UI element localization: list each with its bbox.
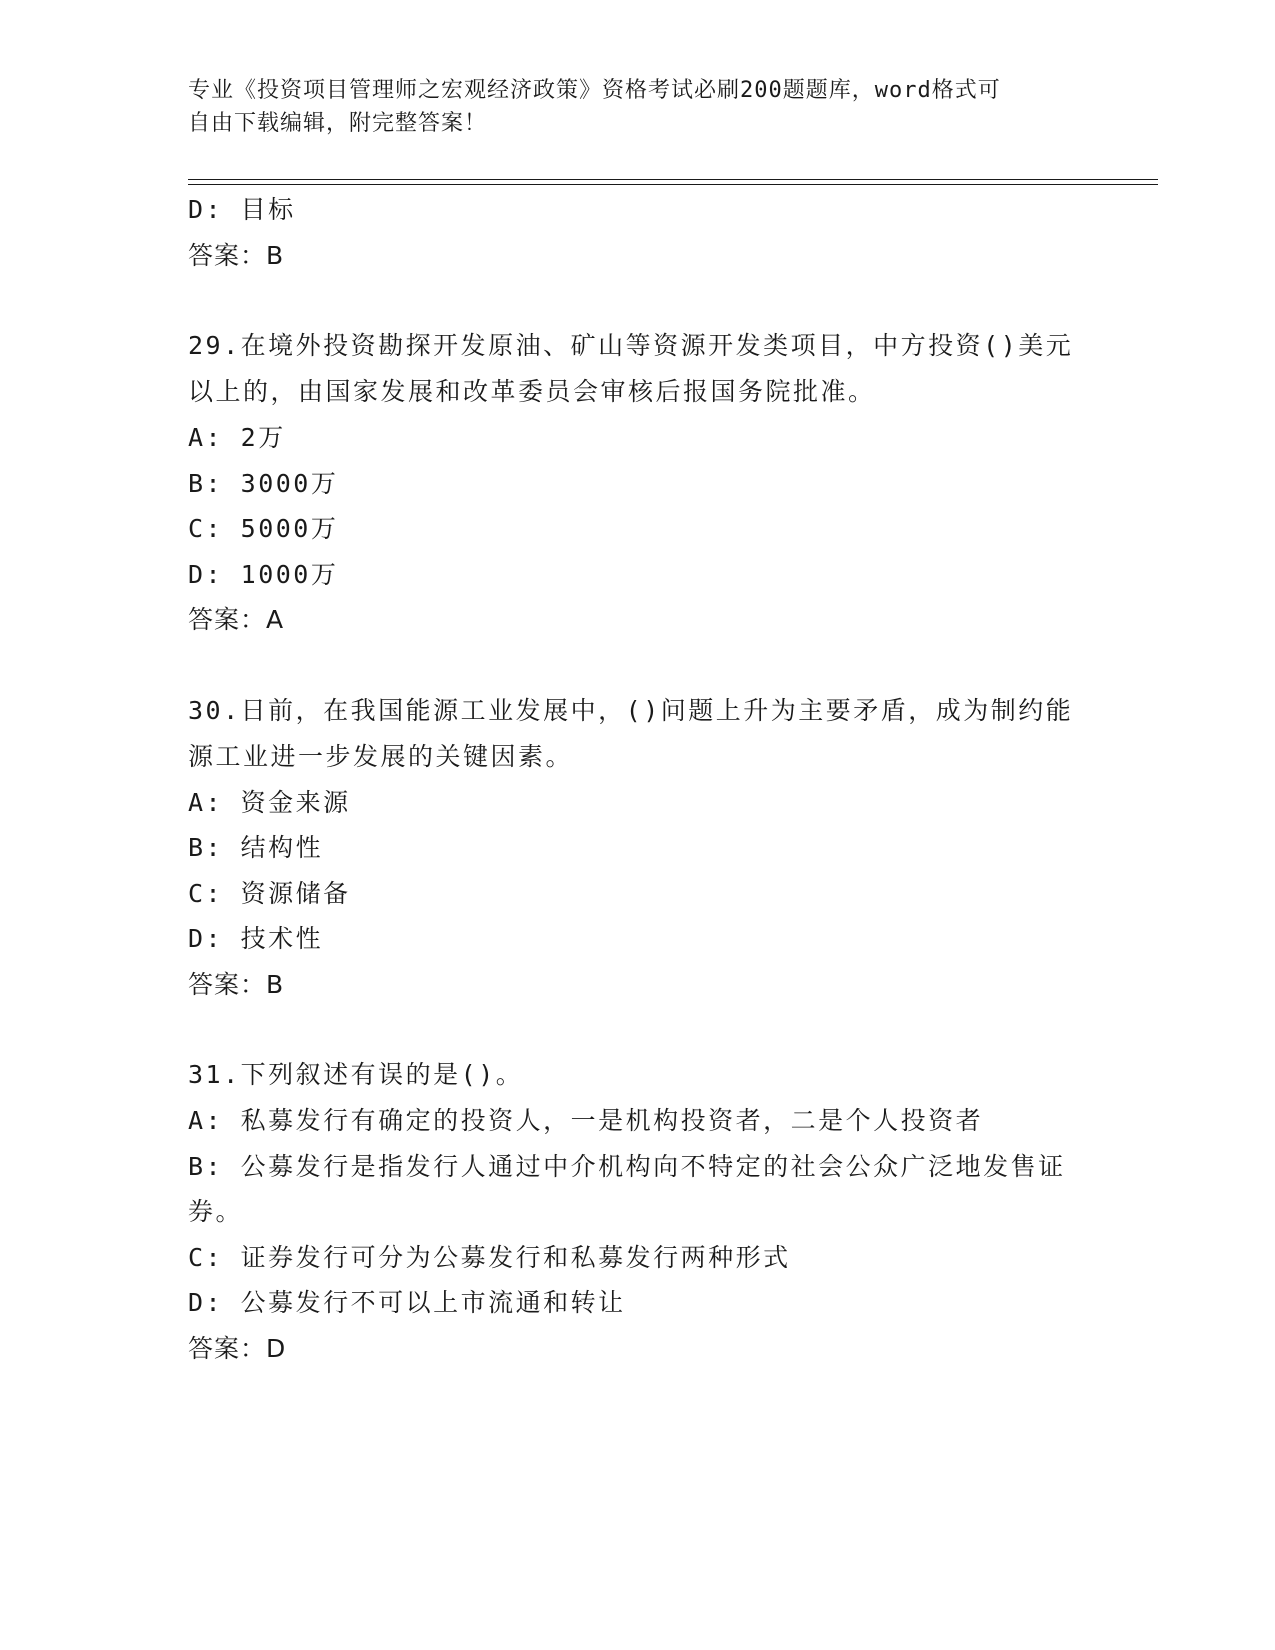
answer: 答案：A: [188, 605, 285, 634]
option-a: A: 资金来源: [188, 787, 351, 817]
option-b: B: 结构性: [188, 833, 324, 862]
page-header: [188, 74, 1088, 140]
continued-option-d: D: 目标: [188, 195, 296, 224]
document-body: [188, 187, 1078, 1371]
question-31: [188, 1052, 1078, 1371]
question-text: 29.在境外投资勘探开发原油、矿山等资源开发类项目，中方投资()美元以上的，由国家发展和改革委员会审核后报国务院批准。: [188, 331, 1074, 406]
option-a: A: 2万: [188, 423, 286, 452]
option-d: D: 1000万: [188, 559, 339, 589]
option-c: C: 资源储备: [188, 878, 351, 908]
continued-answer: 答案：B: [188, 240, 285, 270]
question-30: [188, 688, 1078, 1008]
option-b: B: 公募发行是指发行人通过中介机构向不特定的社会公众广泛地发售证券。: [188, 1151, 1066, 1226]
option-a: A: 私募发行有确定的投资人，一是机构投资者，二是个人投资者: [188, 1106, 984, 1135]
question-29: [188, 323, 1078, 643]
option-b: B: 3000万: [188, 468, 339, 498]
option-d: D: 技术性: [188, 924, 324, 953]
question-text: 31.下列叙述有误的是()。: [188, 1060, 524, 1089]
header-line-1: 专业《投资项目管理师之宏观经济政策》资格考试必刷200题题库，word格式可: [188, 78, 1001, 103]
option-c: C: 证券发行可分为公募发行和私募发行两种形式: [188, 1242, 791, 1272]
question-text: 30.日前，在我国能源工业发展中，()问题上升为主要矛盾，成为制约能源工业进一步发展的关键因素。: [188, 695, 1074, 771]
answer: 答案：D: [188, 1333, 287, 1363]
header-divider: [188, 179, 1158, 185]
option-c: C: 5000万: [188, 514, 339, 543]
header-line-2: 自由下载编辑，附完整答案！: [188, 111, 488, 136]
option-d: D: 公募发行不可以上市流通和转让: [188, 1288, 626, 1317]
answer: 答案：B: [188, 969, 285, 999]
